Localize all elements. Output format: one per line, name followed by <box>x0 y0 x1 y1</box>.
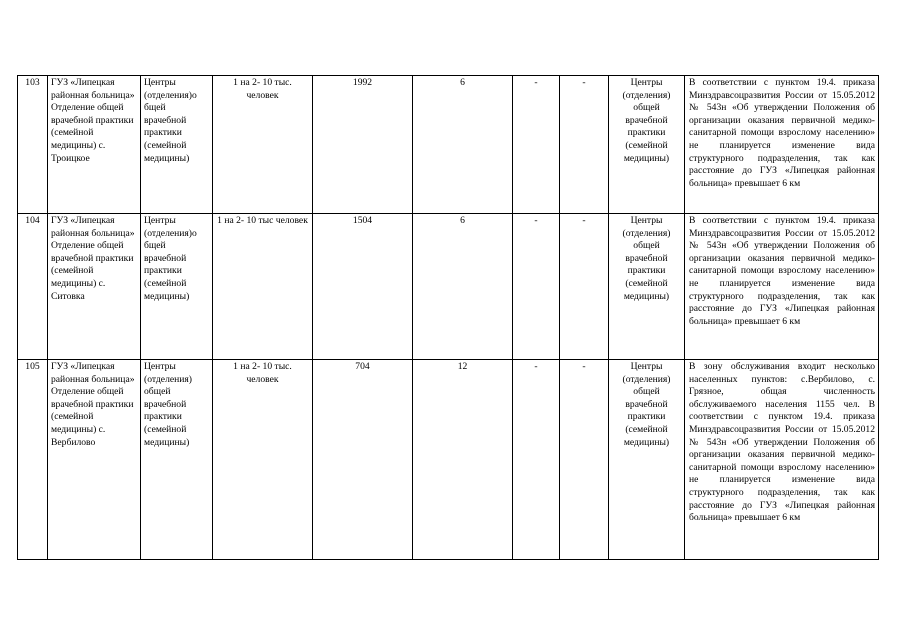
facility-type: Центры (отделения) общей врачебной практики (семейной медицины) <box>141 360 213 560</box>
table-row <box>18 76 879 214</box>
dash-cell: - <box>513 214 560 360</box>
dash-cell: - <box>513 76 560 214</box>
facility-name: ГУЗ «Липецкая районная больница» Отделение общей врачебной практики (семейной медицины) с. Ситовка <box>48 214 141 360</box>
dash-cell: - <box>560 360 609 560</box>
note-text: В соответствии с пунктом 19.4. приказа Минздравсоцразвития России от 15.05.2012 № 543н «Об утверждении Положения об организации оказания первичной медико-санитарной помощи взрослому населению» не планируется изменение вида структурного подразделения, так как расстояние до ГУЗ «Липецкая районная больница» превышает 6 км <box>685 76 879 214</box>
planned-type: Центры (отделения) общей врачебной практики (семейной медицины) <box>609 360 685 560</box>
population-value: 1504 <box>313 214 413 360</box>
dash-cell: - <box>560 214 609 360</box>
population-value: 1992 <box>313 76 413 214</box>
dash-cell: - <box>513 360 560 560</box>
row-number: 103 <box>18 76 48 214</box>
norm-value: 1 на 2- 10 тыс. человек <box>213 76 313 214</box>
facilities-table <box>17 75 879 560</box>
note-text: В зону обслуживания входит несколько населенных пунктов: с.Вербилово, с. Грязное, общая численность обслуживаемого населения 1155 чел. В соответствии с пунктом 19.4. приказа Минздравсоцразвития России от 15.05.2012 № 543н «Об утверждении Положения об организации оказания первичной медико-санитарной помощи взрослому населению» не планируется изменение вида структурного подразделения, так как расстояние до ГУЗ «Липецкая районная больница» превышает 6 км <box>685 360 879 560</box>
table-row <box>18 214 879 360</box>
norm-value: 1 на 2- 10 тыс. человек <box>213 360 313 560</box>
facility-type: Центры (отделения)о бщей врачебной практики (семейной медицины) <box>141 214 213 360</box>
dash-cell: - <box>560 76 609 214</box>
facility-name: ГУЗ «Липецкая районная больница» Отделение общей врачебной практики (семейной медицины) с. Троицкое <box>48 76 141 214</box>
planned-type: Центры (отделения) общей врачебной практики (семейной медицины) <box>609 76 685 214</box>
facility-type: Центры (отделения)о бщей врачебной практики (семейной медицины) <box>141 76 213 214</box>
planned-type: Центры (отделения) общей врачебной практики (семейной медицины) <box>609 214 685 360</box>
facility-name: ГУЗ «Липецкая районная больница» Отделение общей врачебной практики (семейной медицины) с. Вербилово <box>48 360 141 560</box>
norm-value: 1 на 2- 10 тыс человек <box>213 214 313 360</box>
note-text: В соответствии с пунктом 19.4. приказа Минздравсоцразвития России от 15.05.2012 № 543н «Об утверждении Положения об организации оказания первичной медико-санитарной помощи взрослому населению» не планируется изменение вида структурного подразделения, так как расстояние до ГУЗ «Липецкая районная больница» превышает 6 км <box>685 214 879 360</box>
table-row <box>18 360 879 560</box>
distance-value: 12 <box>413 360 513 560</box>
population-value: 704 <box>313 360 413 560</box>
row-number: 104 <box>18 214 48 360</box>
distance-value: 6 <box>413 214 513 360</box>
distance-value: 6 <box>413 76 513 214</box>
row-number: 105 <box>18 360 48 560</box>
